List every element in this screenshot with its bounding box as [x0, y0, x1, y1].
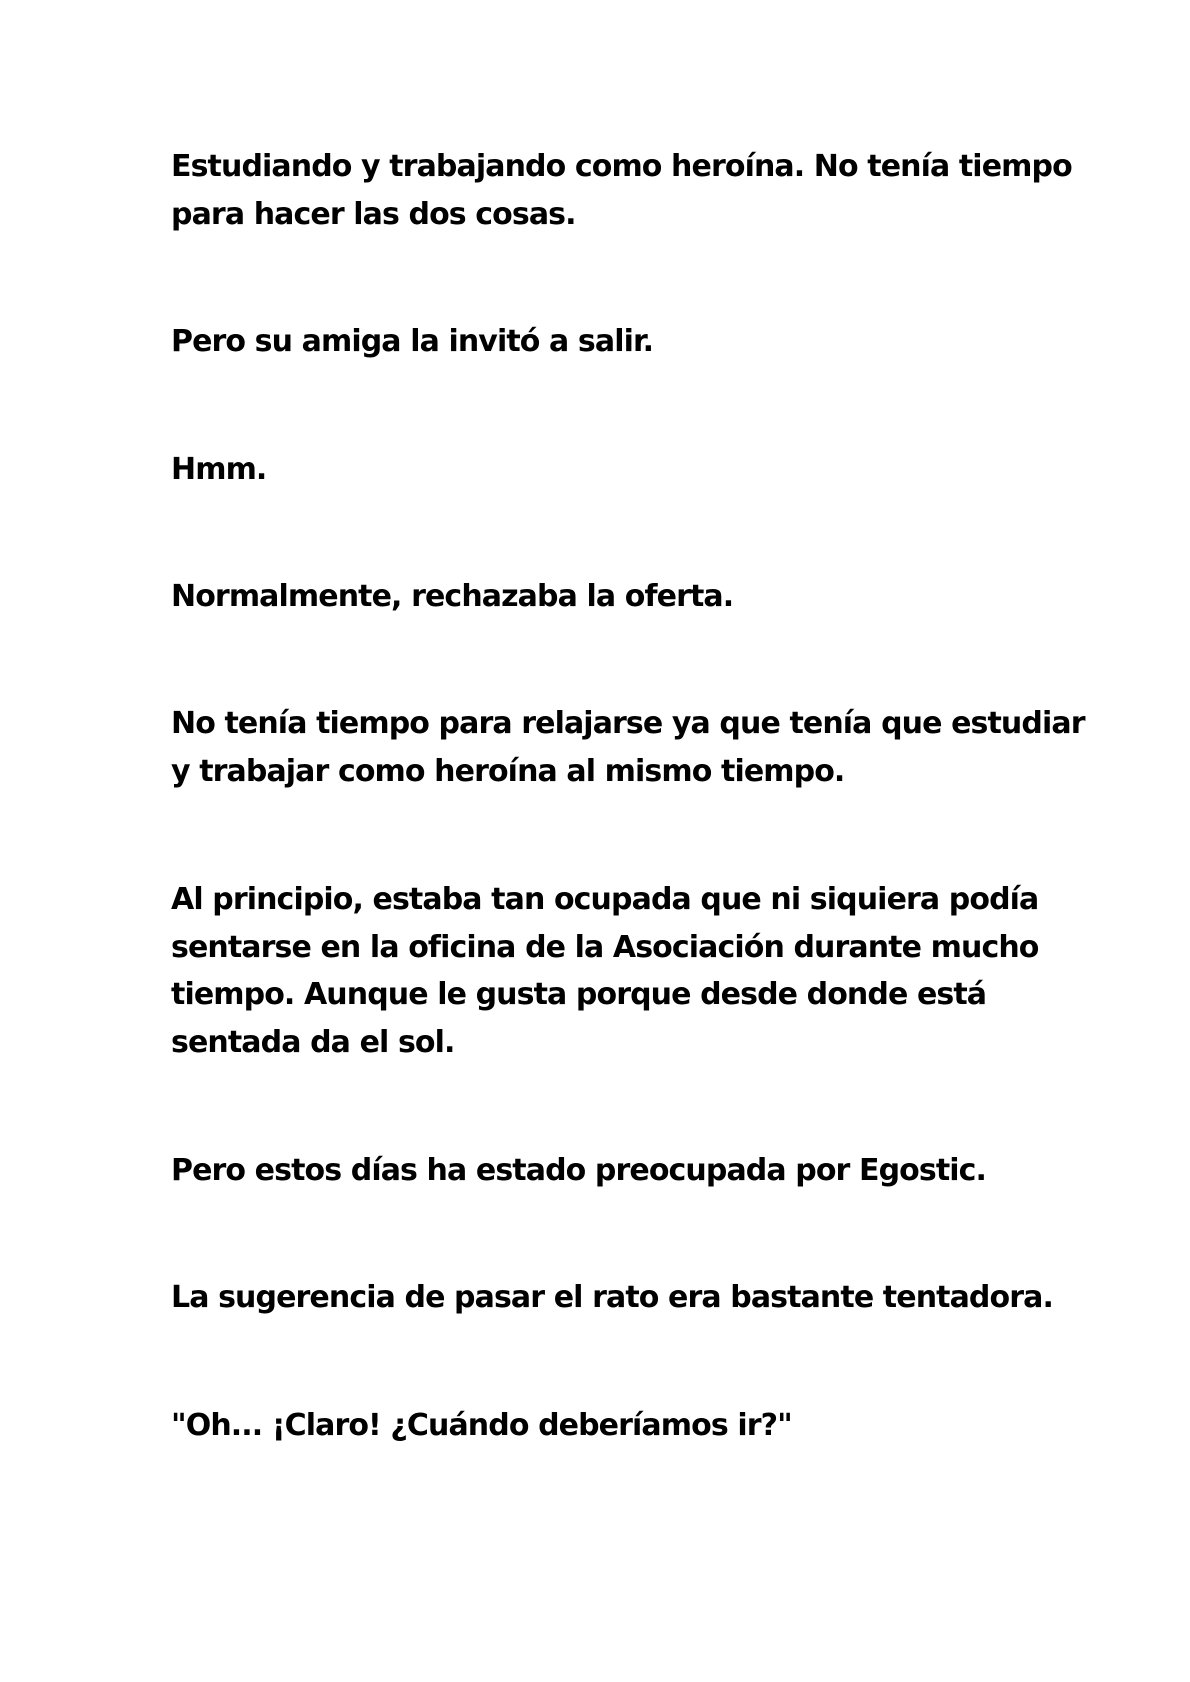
paragraph-5 — [171, 700, 1085, 795]
paragraph-9 — [171, 1402, 1051, 1450]
paragraph-1 — [171, 143, 1072, 238]
paragraph-line: sentarse en la oficina de la Asociación durante mucho — [171, 929, 1039, 965]
paragraph-line: tiempo. Aunque le gusta porque desde donde está — [171, 977, 987, 1012]
paragraph-7 — [171, 1147, 1051, 1195]
paragraph-2 — [171, 318, 1051, 366]
paragraph-line: para hacer las dos cosas. — [171, 196, 576, 232]
paragraph-line: y trabajar como heroína al mismo tiempo. — [171, 753, 845, 789]
paragraph-3 — [171, 446, 1051, 494]
paragraph-line: sentada da el sol. — [171, 1024, 455, 1060]
paragraph-line: Pero su amiga la invitó a salir. — [171, 324, 654, 359]
paragraph-line: Hmm. — [171, 452, 267, 487]
paragraph-line: Estudiando y trabajando como heroína. No tenía tiempo — [171, 149, 1072, 184]
paragraph-line: "Oh... ¡Claro! ¿Cuándo deberíamos ir?" — [171, 1408, 792, 1443]
paragraph-line: La sugerencia de pasar el rato era bastante tentadora. — [171, 1280, 1053, 1315]
paragraph-line: Al principio, estaba tan ocupada que ni siquiera podía — [171, 882, 1039, 917]
paragraph-line: Normalmente, rechazaba la oferta. — [171, 579, 734, 614]
paragraph-4 — [171, 573, 1051, 621]
paragraph-8 — [171, 1274, 1051, 1322]
paragraph-6 — [171, 876, 1051, 1066]
paragraph-line: Pero estos días ha estado preocupada por Egostic. — [171, 1153, 987, 1188]
paragraph-line: No tenía tiempo para relajarse ya que tenía que estudiar — [171, 706, 1085, 741]
